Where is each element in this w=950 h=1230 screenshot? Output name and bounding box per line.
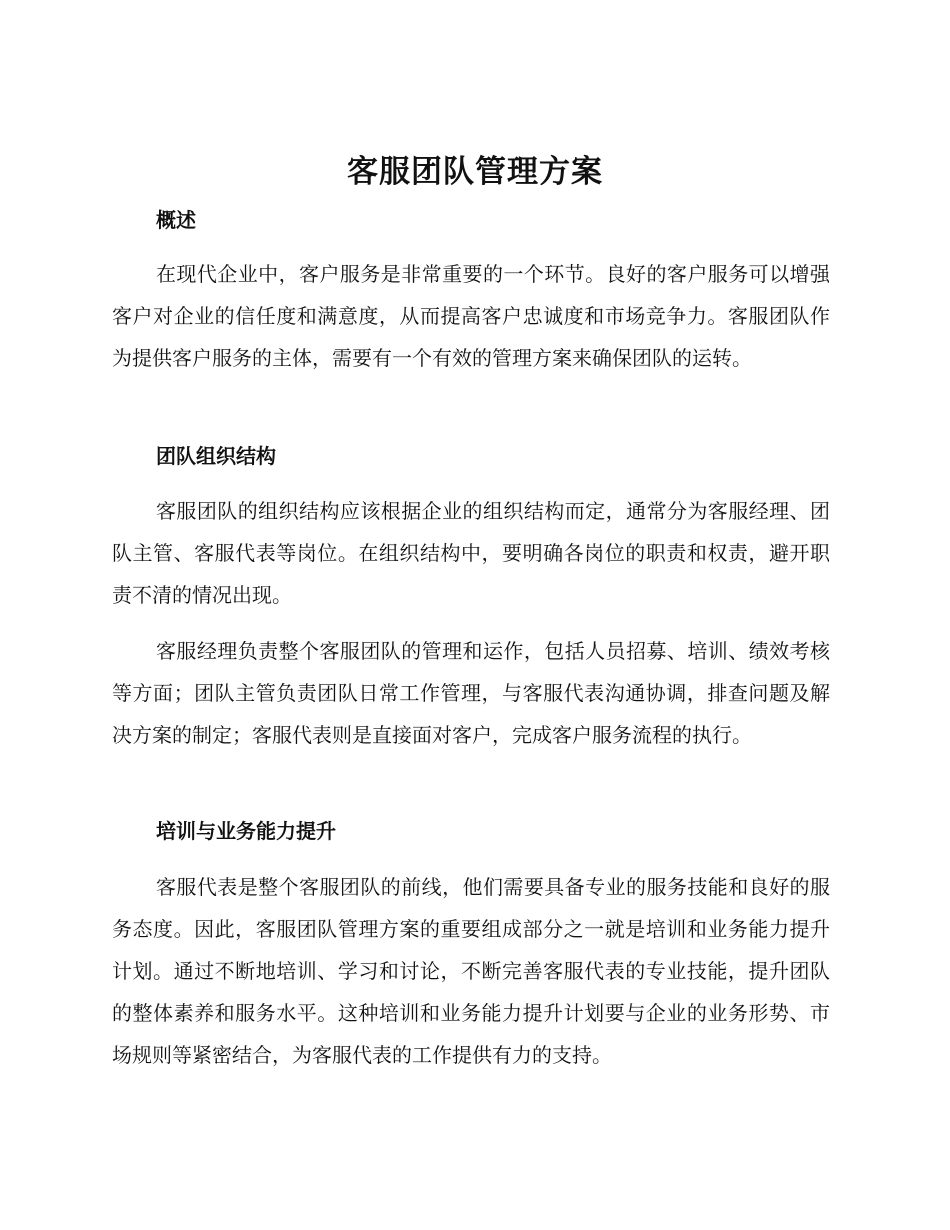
- section-heading-team-structure: 团队组织结构: [156, 444, 276, 468]
- paragraph-training: 客服代表是整个客服团队的前线，他们需要具备专业的服务技能和良好的服务态度。因此，客服团队管理方案的重要组成部分之一就是培训和业务能力提升计划。通过不断地培训、学习和讨论，不断完善客服代表的专业技能，提升团队的整体素养和服务水平。这种培训和业务能力提升计划要与企业的业务形势、市场规则等紧密结合，为客服代表的工作提供有力的支持。: [112, 875, 830, 1067]
- section-heading-overview: 概述: [156, 208, 196, 232]
- document-title: 客服团队管理方案: [347, 154, 603, 190]
- paragraph-overview: 在现代企业中，客户服务是非常重要的一个环节。良好的客户服务可以增强客户对企业的信任度和满意度，从而提高客户忠诚度和市场竞争力。客服团队作为提供客户服务的主体，需要有一个有效的管理方案来确保团队的运转。: [112, 262, 830, 370]
- paragraph-team-structure-1: 客服团队的组织结构应该根据企业的组织结构而定，通常分为客服经理、团队主管、客服代表等岗位。在组织结构中，要明确各岗位的职责和权责，避开职责不清的情况出现。: [112, 499, 830, 607]
- paragraph-team-structure-2: 客服经理负责整个客服团队的管理和运作，包括人员招募、培训、绩效考核等方面；团队主管负责团队日常工作管理，与客服代表沟通协调，排查问题及解决方案的制定；客服代表则是直接面对客户，完成客户服务流程的执行。: [112, 639, 830, 747]
- section-heading-training: 培训与业务能力提升: [156, 819, 336, 843]
